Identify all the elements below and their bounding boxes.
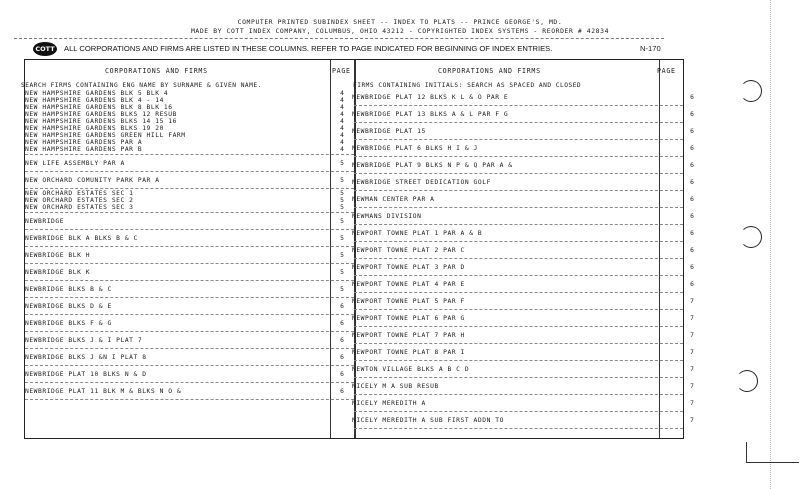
entry-name: NEWBRIDGE PLAT 10 BLKS N & D: [25, 371, 147, 378]
entry-name: NEWBRIDGE STREET DEDICATION GOLF: [352, 179, 491, 186]
list-item: [352, 157, 694, 174]
entry-name: NEWPORT TOWNE PLAT 3 PAR D: [352, 264, 465, 271]
entry-page: 7: [690, 417, 694, 424]
list-item: [25, 247, 354, 264]
list-item: [352, 208, 694, 225]
entry-name: NEWBRIDGE BLKS J &N I PLAT 8: [25, 354, 147, 361]
entry-page: 4: [340, 146, 344, 153]
entry-name: NEW ORCHARD ESTATES SEC 2: [25, 197, 134, 204]
entry-page: 5: [340, 204, 344, 211]
list-item: [25, 332, 354, 349]
entry-page: 6: [690, 162, 694, 169]
entry-page: 6: [340, 371, 344, 378]
entry-page: 5: [340, 190, 344, 197]
entry-name: NEW HAMPSHIRE GARDENS BLK 8 BLK 16: [25, 104, 173, 111]
list-item: [25, 155, 354, 172]
entry-name: NICELY MEREDITH A SUB FIRST ADDN TO: [352, 417, 504, 424]
list-item: [25, 349, 354, 366]
list-item: [25, 89, 354, 155]
list-item: [25, 264, 354, 281]
entry-name: NEWMANS DIVISION: [352, 213, 422, 220]
list-item: [352, 361, 694, 378]
entry-name: NEW ORCHARD COMUNITY PARK PAR A: [25, 177, 160, 184]
entry-name: NEWMAN CENTER PAR A: [352, 196, 435, 203]
entry-page: 4: [340, 132, 344, 139]
entry-page: 6: [340, 337, 344, 344]
list-item: [25, 281, 354, 298]
entry-name: NEWBRIDGE PLAT 13 BLKS A & L PAR F G: [352, 111, 509, 118]
entry-page: 4: [340, 139, 344, 146]
entry-name: NEW HAMPSHIRE GARDENS BLKS 19 20: [25, 125, 164, 132]
entry-name: NEWPORT TOWNE PLAT 1 PAR A & B: [352, 230, 483, 237]
entry-page: 4: [340, 111, 344, 118]
list-item: [352, 225, 694, 242]
list-item: [25, 383, 354, 400]
entry-page: 6: [690, 196, 694, 203]
entry-name: NICELY MEREDITH A: [352, 400, 426, 407]
entry-name: NEW HAMPSHIRE GARDENS GREEN HILL FARM: [25, 132, 186, 139]
entry-page: 6: [690, 247, 694, 254]
entry-page: 6: [340, 303, 344, 310]
entry-name: NEWBRIDGE PLAT 11 BLK M & BLKS N O &: [25, 388, 182, 395]
entry-page: 6: [690, 145, 694, 152]
entry-page: 6: [690, 264, 694, 271]
entry-name: NEWBRIDGE BLKS F & G: [25, 320, 112, 327]
entry-page: 6: [690, 111, 694, 118]
entry-page: 4: [340, 125, 344, 132]
left-column-subtitle: SEARCH FIRMS CONTAINING ENG NAME BY SURNAME & GIVEN NAME.: [21, 82, 262, 89]
entry-name: NEWBRIDGE BLK K: [25, 269, 91, 276]
entry-name: NEW HAMPSHIRE GARDENS PAR A: [25, 139, 143, 146]
sheet-title: COMPUTER PRINTED SUBINDEX SHEET -- INDEX TO PLATS -- PRINCE GEORGE'S, MD.: [237, 18, 563, 26]
entry-name: NEW LIFE ASSEMBLY PAR A: [25, 160, 125, 167]
entry-page: 6: [690, 213, 694, 220]
entry-page: 5: [340, 197, 344, 204]
entry-name: NEWTON VILLAGE BLKS A B C D: [352, 366, 470, 373]
entry-name: NEWBRIDGE BLK A BLKS B & C: [25, 235, 138, 242]
list-item: [352, 89, 694, 106]
entry-name: NEWBRIDGE BLK H: [25, 252, 91, 259]
entry-page: 7: [690, 400, 694, 407]
punch-hole-top: [740, 80, 762, 102]
entry-page: 4: [340, 90, 344, 97]
entry-name: NEW HAMPSHIRE GARDENS PAR B: [25, 146, 143, 153]
punch-hole-bottom: [736, 370, 758, 392]
entry-page: 5: [340, 177, 344, 184]
list-item: [352, 344, 694, 361]
row-divider: [25, 399, 354, 400]
list-item: [352, 191, 694, 208]
entry-name: NEW ORCHARD ESTATES SEC 1: [25, 190, 134, 197]
entry-page: 6: [690, 128, 694, 135]
list-item: [352, 174, 694, 191]
row-divider: [354, 428, 683, 429]
entry-name: NEW HAMPSHIRE GARDENS BLKS 14 15 16: [25, 118, 177, 125]
list-item: [25, 298, 354, 315]
entry-page: 6: [690, 230, 694, 237]
list-item: [352, 378, 694, 395]
entry-name: NEWBRIDGE PLAT 15: [352, 128, 426, 135]
entry-page: 4: [340, 97, 344, 104]
entry-page: 5: [340, 286, 344, 293]
entry-page: 7: [690, 383, 694, 390]
entry-page: 6: [690, 179, 694, 186]
entry-name: NEWBRIDGE BLKS B & C: [25, 286, 112, 293]
list-item: [352, 106, 694, 123]
entry-name: NEW HAMPSHIRE GARDENS BLK 5 BLK 4: [25, 90, 169, 97]
entry-name: NEWPORT TOWNE PLAT 8 PAR I: [352, 349, 465, 356]
entry-page: 6: [340, 388, 344, 395]
list-item: [25, 366, 354, 383]
entry-name: NEW ORCHARD ESTATES SEC 3: [25, 204, 134, 211]
entry-page: 5: [340, 269, 344, 276]
list-item: [352, 327, 694, 344]
list-item: [352, 276, 694, 293]
instructions-notice: ALL CORPORATIONS AND FIRMS ARE LISTED IN THESE COLUMNS. REFER TO PAGE INDICATED FOR BEGINNING OF INDEX ENTRIES.: [64, 44, 553, 53]
entry-page: 5: [340, 218, 344, 225]
entry-name: NEWPORT TOWNE PLAT 2 PAR C: [352, 247, 465, 254]
entry-page: 5: [340, 252, 344, 259]
cott-logo: COTT: [33, 42, 57, 56]
right-column-title: CORPORATIONS AND FIRMS: [438, 67, 541, 75]
entry-page: 6: [340, 354, 344, 361]
entry-name: NEWPORT TOWNE PLAT 7 PAR H: [352, 332, 465, 339]
entry-page: 6: [340, 320, 344, 327]
right-column-subtitle: FIRMS CONTAINING INITIALS: SEARCH AS SPACED AND CLOSED: [353, 82, 582, 89]
entry-name: NEW HAMPSHIRE GARDENS BLK 4 - 14: [25, 97, 164, 104]
entry-name: NEWBRIDGE: [25, 218, 65, 225]
page-edge-mark: [770, 0, 772, 489]
entry-page: 7: [690, 332, 694, 339]
entry-page: 6: [690, 94, 694, 101]
entry-page: 7: [690, 349, 694, 356]
sheet-number: N-170: [640, 44, 661, 53]
punch-hole-middle: [740, 226, 762, 248]
entry-name: NEW HAMPSHIRE GARDENS BLKS 12 RESUB: [25, 111, 177, 118]
entry-name: NEWBRIDGE BLKS J & I PLAT 7: [25, 337, 143, 344]
entry-page: 4: [340, 104, 344, 111]
sheet-corner-mark: [746, 442, 799, 463]
entry-name: NEWPORT TOWNE PLAT 6 PAR G: [352, 315, 465, 322]
entry-page: 6: [690, 281, 694, 288]
entry-page: 7: [690, 366, 694, 373]
list-item: [25, 172, 354, 189]
left-column-title: CORPORATIONS AND FIRMS: [105, 67, 208, 75]
list-item: [352, 259, 694, 276]
list-item: [25, 213, 354, 230]
entry-name: NEWBRIDGE PLAT 6 BLKS H I & J: [352, 145, 478, 152]
entry-name: NEWBRIDGE BLKS D & E: [25, 303, 112, 310]
header-divider: [14, 38, 664, 39]
entry-name: NEWBRIDGE PLAT 12 BLKS K L & O PAR E: [352, 94, 509, 101]
entry-page: 5: [340, 235, 344, 242]
list-item: [352, 140, 694, 157]
list-item: [352, 310, 694, 327]
entry-name: NEWBRIDGE PLAT 9 BLKS N P & Q PAR A &: [352, 162, 513, 169]
entry-page: 4: [340, 118, 344, 125]
publisher-line: MADE BY COTT INDEX COMPANY, COLUMBUS, OHIO 43212 - COPYRIGHTED INDEX SYSTEMS - REORDER # 42834: [190, 27, 610, 35]
list-item: [352, 412, 694, 429]
entry-page: 5: [340, 160, 344, 167]
list-item: [352, 395, 694, 412]
list-item: [25, 189, 354, 213]
entry-page: 7: [690, 298, 694, 305]
list-item: [352, 293, 694, 310]
right-page-title: PAGE: [657, 67, 676, 75]
left-page-title: PAGE: [332, 67, 351, 75]
entry-name: NEWPORT TOWNE PLAT 4 PAR E: [352, 281, 465, 288]
entry-page: 7: [690, 315, 694, 322]
entry-name: NICELY M A SUB RESUB: [352, 383, 439, 390]
list-item: [25, 315, 354, 332]
list-item: [352, 123, 694, 140]
list-item: [352, 242, 694, 259]
index-table: [21, 59, 694, 439]
entry-name: NEWPORT TOWNE PLAT 5 PAR F: [352, 298, 465, 305]
list-item: [25, 230, 354, 247]
